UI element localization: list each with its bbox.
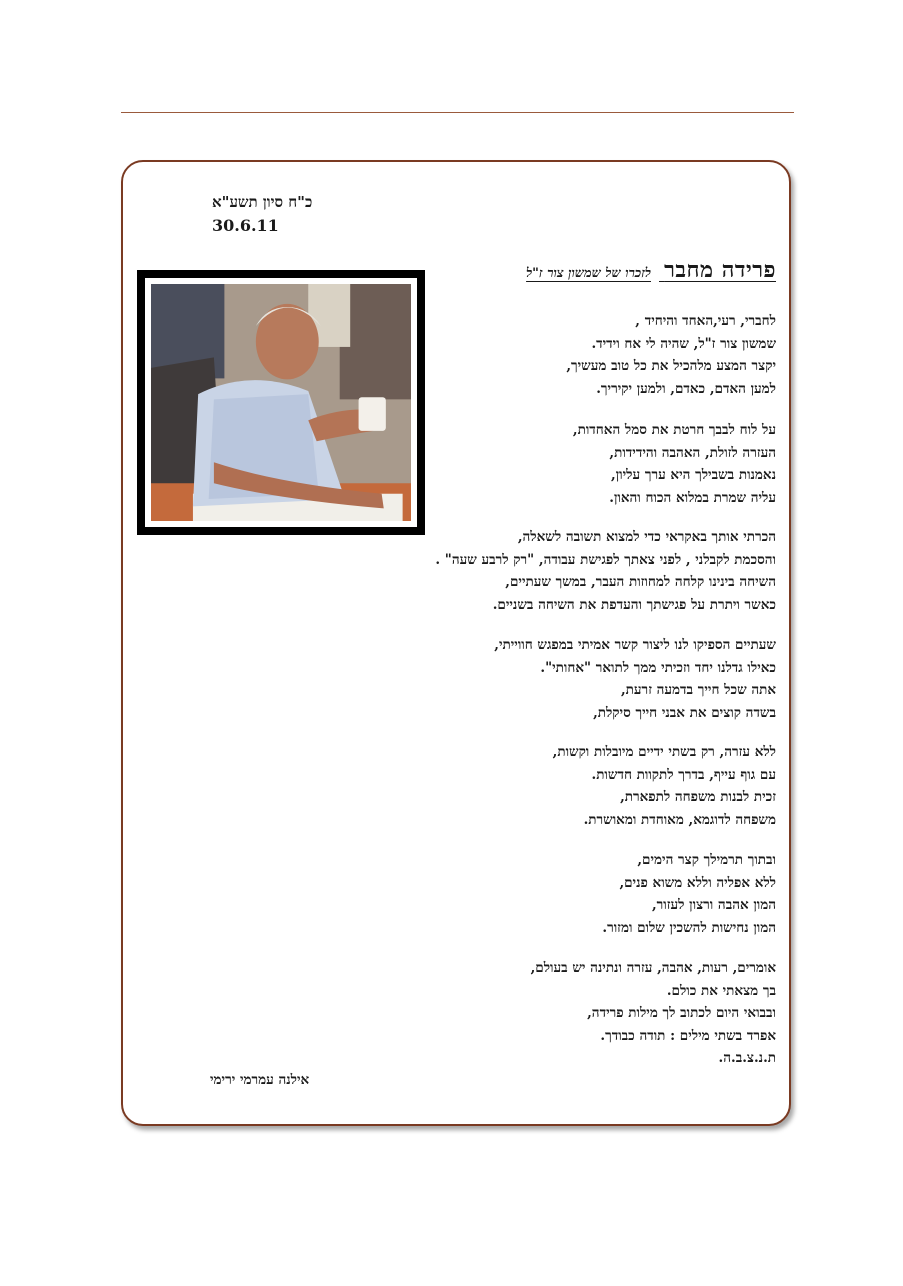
poem-line: המון נחישות להשכין שלום ומזור. (602, 919, 776, 936)
portrait-photo (151, 284, 411, 521)
gregorian-date: 30.6.11 (212, 216, 279, 235)
poem-line: עליה שמרת במלוא הכוח והאון. (609, 489, 776, 506)
poem-line: הכרתי אותך באקראי כדי למצוא תשובה לשאלה, (517, 529, 776, 545)
poem-line: משפחה לדוגמא, מאוחדת ומאושרת. (583, 811, 776, 828)
poem-line: ובתוך תרמילך קצר הימים, (637, 852, 776, 868)
poem-stanza-3 (435, 526, 776, 616)
author-signature: אילנה עמרמי ירימי (210, 1072, 310, 1088)
poem-line: ללא עזרה, רק בשתי ידיים מיובלות וקשות, (552, 744, 776, 760)
poem-line: זכית לבנות משפחה לתפארת, (620, 789, 776, 805)
title-subtitle-text: לזכרו של שמשון צור ז"ל (526, 266, 651, 281)
top-divider-line (121, 112, 794, 113)
poem-stanza-7 (531, 957, 776, 1070)
portrait-mat (145, 278, 417, 527)
poem-line: ובבואי היום לכתוב לך מילות פרידה, (587, 1005, 776, 1021)
poem-line: שעתיים הספיקו לנו ליצור קשר אמיתי במפגש חווייתי, (494, 637, 776, 653)
poem-line: אומרים, רעות, אהבה, עזרה ונתינה יש בעולם, (530, 960, 776, 976)
poem-stanza-5 (553, 741, 776, 831)
poem-line: העזרה לזולת, האהבה והידידות, (609, 444, 776, 461)
poem-line: בשדה קוצים את אבני חייך סיקלת, (593, 704, 776, 721)
poem-line: בך מצאתי את כולם. (666, 982, 776, 999)
poem-stanza-6 (602, 849, 776, 939)
poem-line: יקצר המצע מלהכיל את כל טוב מעשיך, (566, 358, 776, 374)
poem-line: על לוח לבבך חרטת את סמל האחדות, (572, 422, 776, 438)
poem-line: עם גוף עייף, בדרך לתקוות חדשות. (591, 766, 776, 783)
poem-line: נאמנות בשבילך היא ערך עליון, (611, 467, 776, 483)
poem-line: לחברי, רעי,האחד והיחיד , (635, 313, 776, 329)
poem-line: ללא אפליה וללא משוא פנים, (619, 874, 776, 891)
poem-line: למען האדם, כאדם, ולמען יקיריך. (596, 380, 776, 397)
poem-line: כאשר ויתרת על פגישתך והעדפת את השיחה בשניים. (492, 596, 776, 613)
poem-line: השיחה בינינו קלחה למחוזות העבר, במשך שעתיים, (505, 574, 776, 590)
portrait-illustration (151, 284, 411, 521)
title-main-text: פרידה מחבר (664, 257, 776, 283)
poem-stanza-2 (573, 419, 776, 509)
poem-line: ת.נ.צ.ב.ה. (718, 1050, 776, 1066)
poem-stanza-4 (494, 634, 776, 724)
poem-stanza-1 (566, 310, 776, 400)
poem-line: המון אהבה ורצון לעזור, (651, 897, 776, 913)
poem-line: אפרד בשתי מילים : תודה כבודך. (600, 1027, 776, 1044)
hebrew-date: כ"ח סיון תשע"א (212, 193, 313, 211)
poem-line: אתה שכל חייך בדמעה זרעת, (620, 682, 776, 698)
poem-line: והסכמת לקבלני , לפני צאתך לפגישת עבודה, "רק לרבע שעה" . (435, 551, 776, 568)
poem-line: שמשון צור ז"ל, שהיה לי אח וידיד. (591, 335, 776, 352)
poem-line: כאילו גדלנו יחד וזכיתי ממך לתואר "אחותי". (540, 659, 776, 676)
memorial-title (526, 257, 776, 283)
portrait-frame (137, 270, 425, 535)
